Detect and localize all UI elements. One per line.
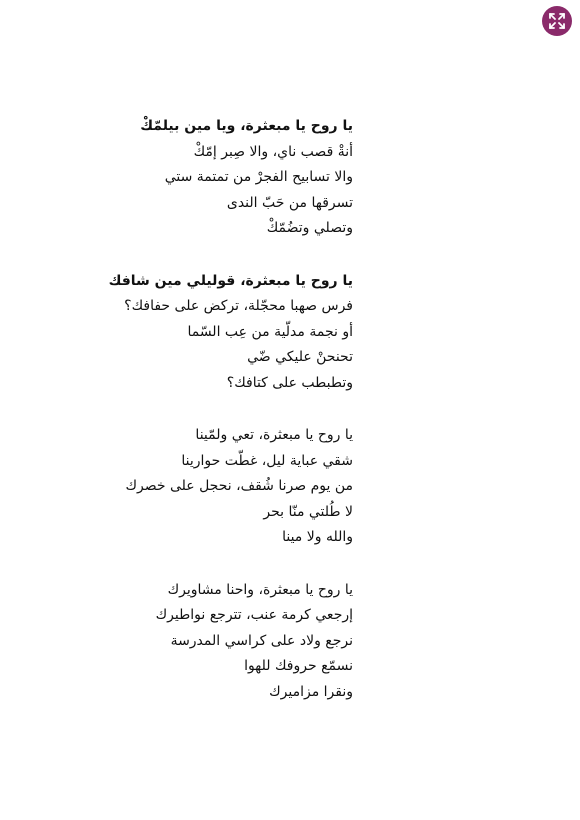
poem-line: أنةْ قصب ناي، والا صِبر إمّكْ: [193, 143, 353, 160]
poem-line: ونقرا مزاميرك: [269, 683, 353, 700]
stanza-2: [0, 269, 353, 397]
poem-line: يا روح يا مبعثرة، قوليلي مين شافك: [108, 272, 353, 289]
stanza-4: [0, 578, 353, 706]
poem-line: والا تسابيح الفجرْ من تمتمة ستي: [164, 169, 353, 185]
poem: [0, 114, 353, 732]
poem-line: فرس صهبا محجّلة، تركض على حفافك؟: [124, 298, 353, 314]
poem-line: نرجع ولاد على كراسي المدرسة: [170, 632, 353, 649]
poem-line: إرجعي كرمة عنب، تترجع نواطيرك: [155, 607, 353, 623]
poem-line: تحنحنْ عليكي ضّي: [247, 349, 353, 365]
poem-line: وتطبطب على كتافك؟: [226, 374, 353, 391]
poem-line: أو نجمة مدلّية من عِب السّما: [187, 323, 353, 340]
poem-line: شقي عباية ليل، غطّت حوارينا: [181, 452, 353, 469]
poem-line: والله ولا مينا: [282, 529, 353, 545]
poem-line: يا روح يا مبعثرة، ويا مين بيلمّكْ: [140, 118, 353, 134]
poem-line: يا روح يا مبعثرة، واحنا مشاويرك: [167, 581, 353, 598]
expand-button[interactable]: [542, 6, 572, 36]
poem-line: نسمّع حروفك للهوا: [244, 658, 353, 674]
poem-line: يا روح يا مبعثرة، تعي ولمّينا: [195, 427, 353, 443]
poem-line: تسرقها من حَبّ الندى: [226, 194, 353, 211]
poem-line: من يوم صرنا شُقف، نحجل على خصرك: [125, 478, 353, 494]
poem-line: وتصلي وتضُمّكْ: [266, 220, 353, 236]
stanza-1: [0, 114, 353, 242]
stanza-3: [0, 423, 353, 551]
poem-line: لا طُلتي منّا بحر: [263, 503, 353, 520]
expand-arrows-icon: [547, 11, 567, 31]
